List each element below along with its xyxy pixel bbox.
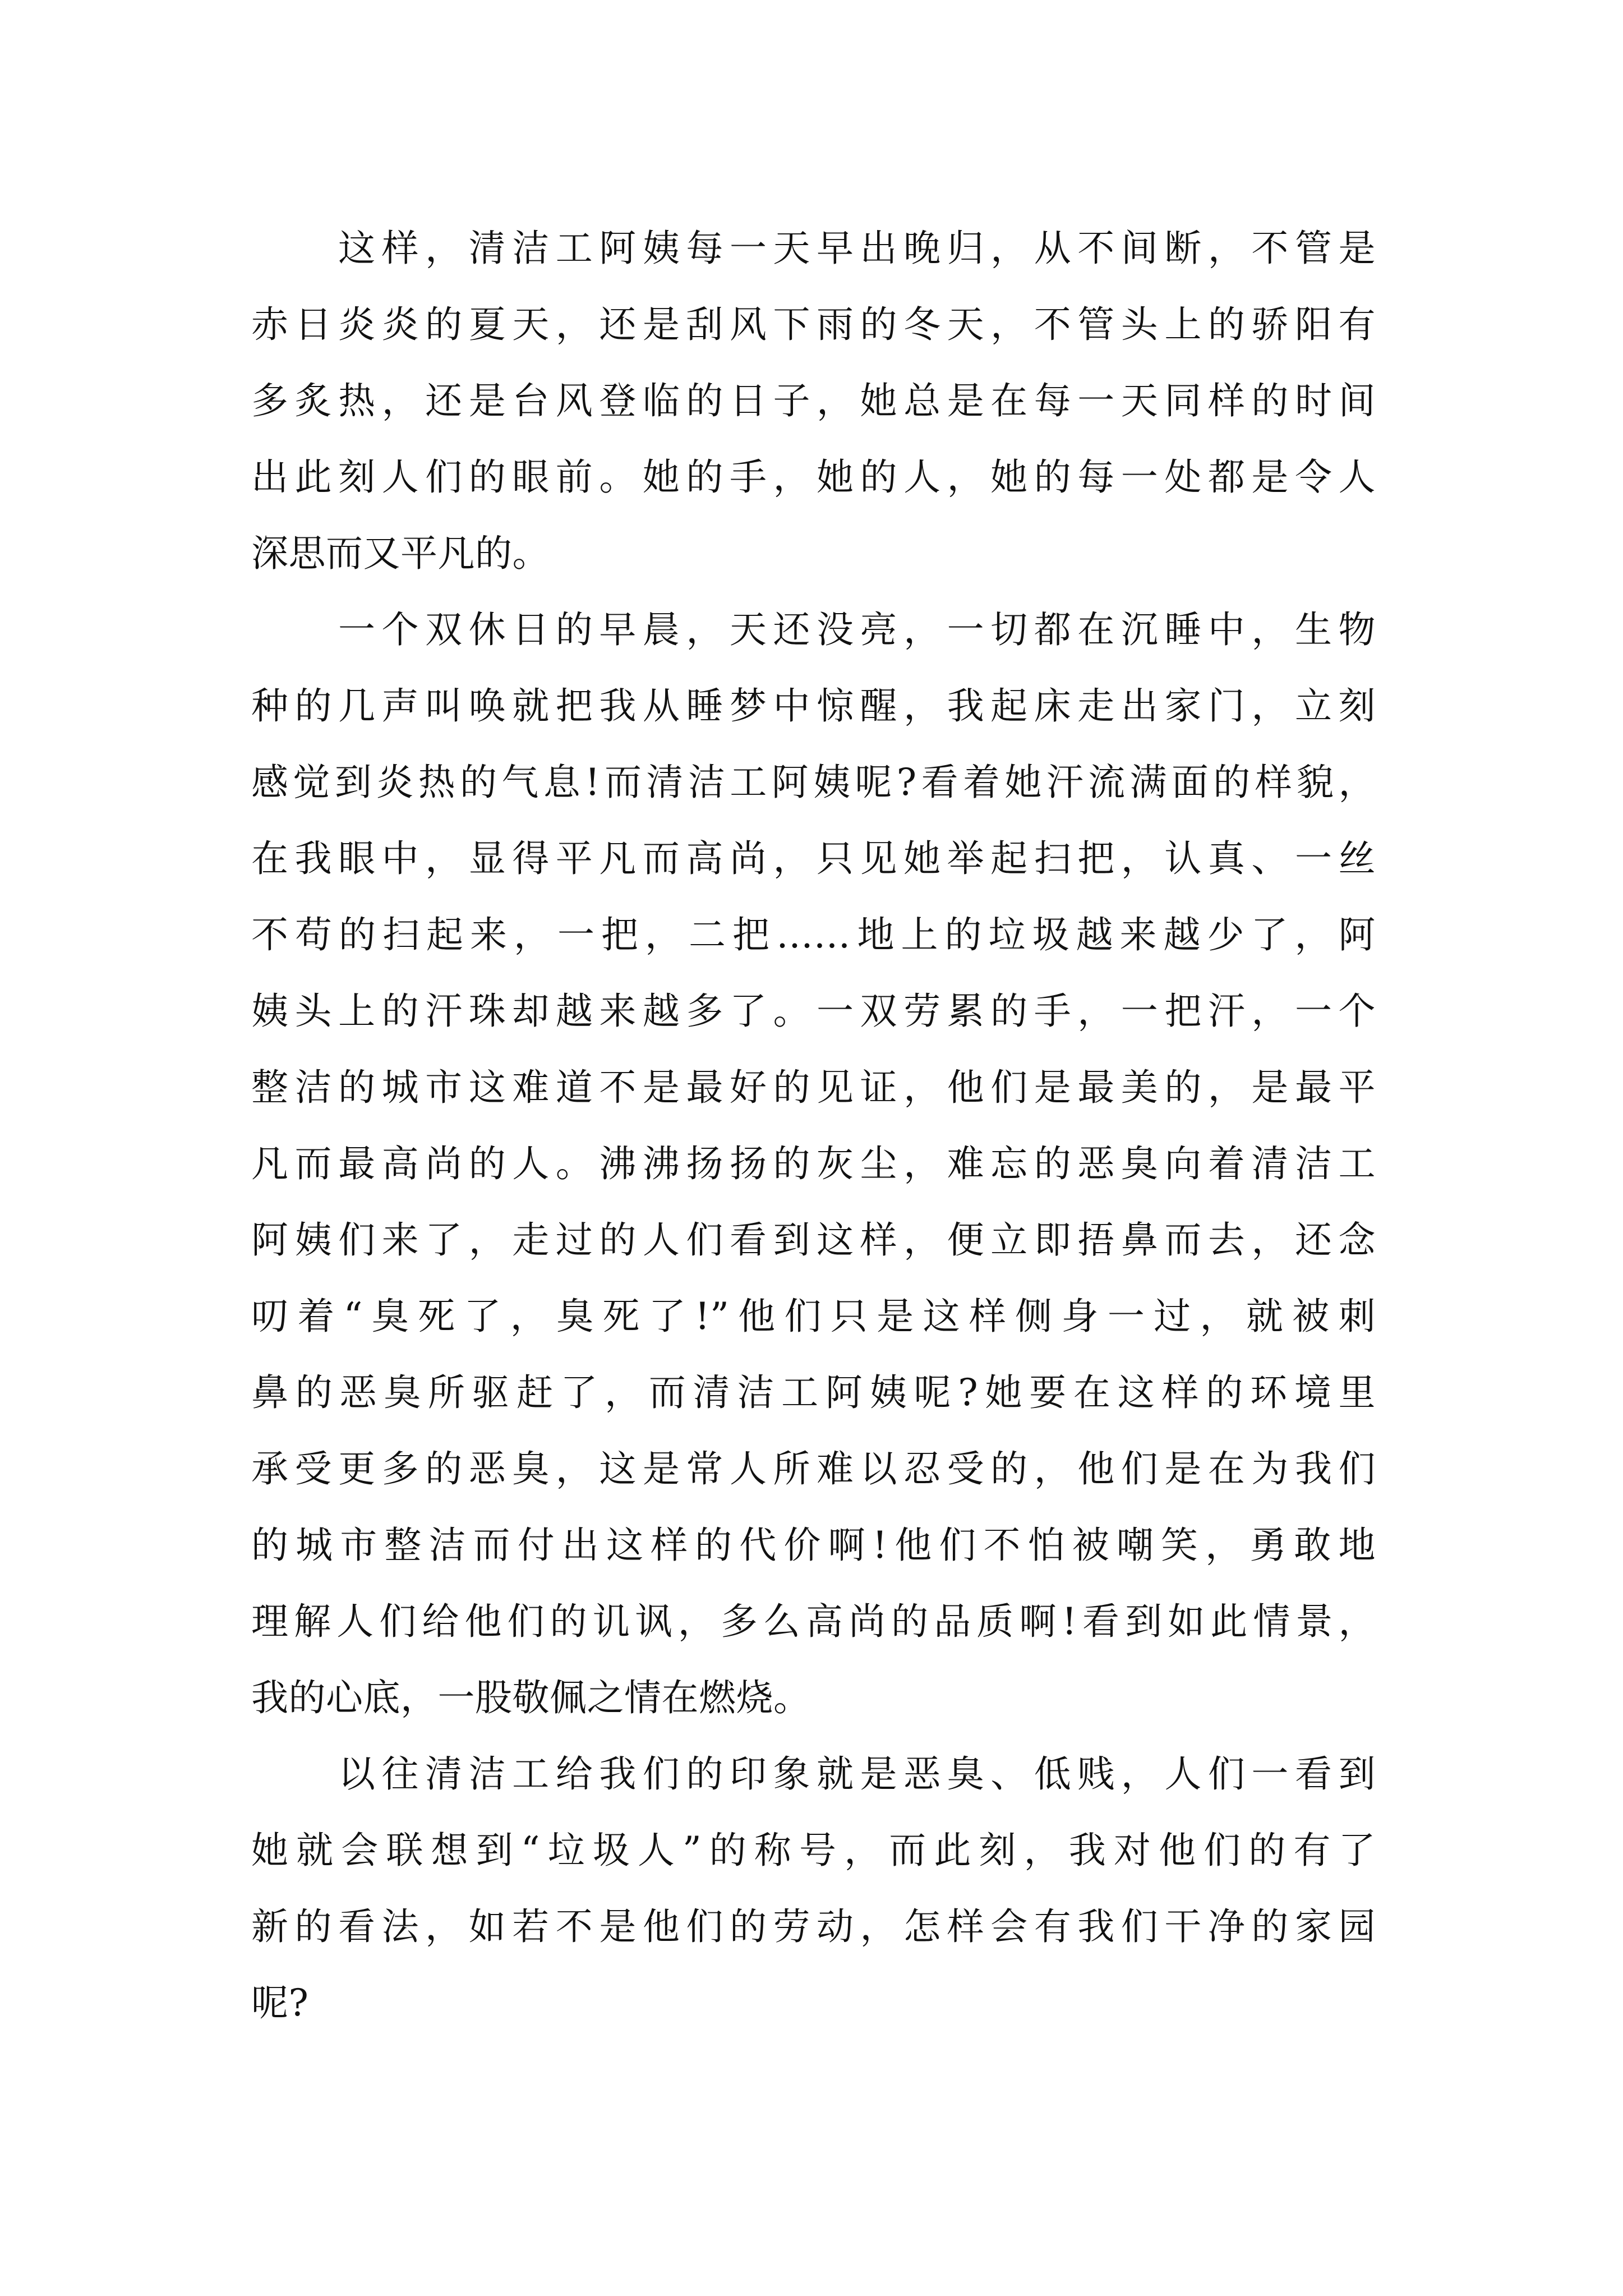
- text-line: 种的几声叫唤就把我从睡梦中惊醒，我起床走出家门，立刻: [251, 684, 1376, 728]
- text-line: 不苟的扫起来，一把，二把……地上的垃圾越来越少了，阿: [251, 913, 1376, 956]
- text-line: 叨着“臭死了，臭死了!”他们只是这样侧身一过，就被刺: [251, 1295, 1376, 1338]
- text-line: 鼻的恶臭所驱赶了，而清洁工阿姨呢?她要在这样的环境里: [251, 1371, 1376, 1414]
- essay-body: [251, 210, 1376, 2041]
- text-line: 承受更多的恶臭，这是常人所难以忍受的，他们是在为我们: [251, 1447, 1376, 1490]
- text-line: 新的看法，如若不是他们的劳动，怎样会有我们干净的家园: [251, 1905, 1376, 1948]
- text-line: 理解人们给他们的讥讽，多么高尚的品质啊!看到如此情景，: [251, 1600, 1376, 1643]
- text-line: 我的心底，一股敬佩之情在燃烧。: [251, 1676, 811, 1719]
- text-line: 赤日炎炎的夏天，还是刮风下雨的冬天，不管头上的骄阳有: [251, 303, 1376, 346]
- text-line: 凡而最高尚的人。沸沸扬扬的灰尘，难忘的恶臭向着清洁工: [251, 1142, 1376, 1185]
- text-line: 的城市整洁而付出这样的代价啊!他们不怕被嘲笑，勇敢地: [251, 1524, 1376, 1567]
- text-line: 这样，清洁工阿姨每一天早出晚归，从不间断，不管是: [338, 227, 1376, 270]
- text-line: 出此刻人们的眼前。她的手，她的人，她的每一处都是令人: [251, 455, 1376, 499]
- text-line: 多炙热，还是台风登临的日子，她总是在每一天同样的时间: [251, 379, 1376, 422]
- paragraph-3: [251, 1736, 1376, 2041]
- text-line: 阿姨们来了，走过的人们看到这样，便立即捂鼻而去，还念: [251, 1218, 1376, 1262]
- paragraph-2: [251, 592, 1376, 1736]
- text-line: 她就会联想到“垃圾人”的称号，而此刻，我对他们的有了: [251, 1829, 1376, 1872]
- text-line: 呢?: [251, 1981, 309, 2024]
- paragraph-1: [251, 210, 1376, 592]
- text-line: 感觉到炎热的气息!而清洁工阿姨呢?看着她汗流满面的样貌，: [251, 761, 1376, 804]
- text-line: 整洁的城市这难道不是最好的见证，他们是最美的，是最平: [251, 1066, 1376, 1109]
- text-line: 姨头上的汗珠却越来越多了。一双劳累的手，一把汗，一个: [251, 990, 1376, 1033]
- text-line: 在我眼中，显得平凡而高尚，只见她举起扫把，认真、一丝: [251, 837, 1376, 880]
- text-line: 深思而又平凡的。: [251, 532, 550, 575]
- text-line: 一个双休日的早晨，天还没亮，一切都在沉睡中，生物: [338, 608, 1376, 651]
- text-line: 以往清洁工给我们的印象就是恶臭、低贱，人们一看到: [338, 1752, 1376, 1796]
